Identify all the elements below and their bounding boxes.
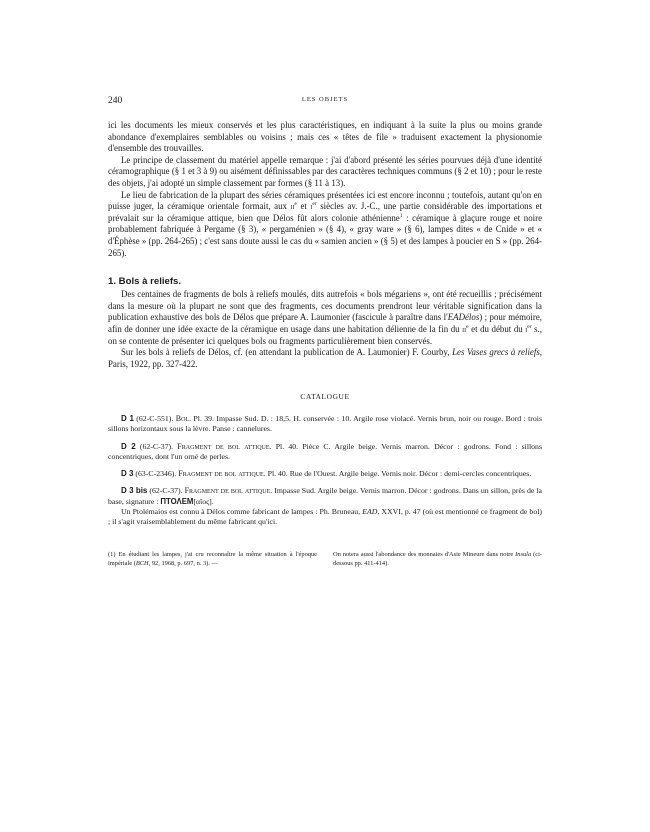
catalogue-entry: [108, 414, 542, 434]
text-span: et: [296, 201, 311, 212]
section-paragraph-2: [108, 347, 542, 370]
intro-paragraph-2: Le principe de classement du matériel appelle remarque : j'ai d'abord présenté les séries pourvues déjà d'une identité céramographique (§ 1 et 3 à 9) ou aisément définissables par des caractères techniques communs (§ 2 et 10) ; pour le reste des objets, j'ai adopté un simple classement par formes (§ 11 à 13).: [108, 154, 542, 188]
entry-kind: Fragment de bol attique: [177, 441, 270, 451]
entry-id: D 3: [121, 469, 134, 479]
entry-text: [108, 469, 542, 479]
entry-description: . Pl. 40. Rue de l'Ouest. Argile beige. Vernis noir. Décor : demi-cercles concentriques.: [263, 469, 532, 479]
text-span: s., on se contente de présenter ici quelques bols ou fragments particulièrement bien conservés.: [108, 323, 542, 346]
footnote-left: [108, 551, 317, 568]
italic-span: EAD: [362, 506, 378, 516]
entry-id: D 2: [121, 441, 136, 451]
superscript: er: [527, 323, 532, 330]
italic-span: Insula: [515, 551, 532, 559]
entry-description: . Impasse Sud. Argile beige. Vernis marron. Décor : godrons. Dans un sillon, près de la base, signature :: [108, 486, 542, 506]
page-header: [108, 96, 542, 110]
entry-text: [108, 414, 542, 434]
footnote-ref[interactable]: 1: [399, 212, 403, 219]
footnotes: [108, 551, 542, 568]
catalogue-entry: [108, 469, 542, 479]
entry-text: [108, 486, 542, 506]
catalogue-entry: [108, 486, 542, 527]
entry-kind: Fragment de bol attique: [184, 486, 271, 496]
century-numeral: ii: [290, 202, 295, 212]
entry-description: . Pl. 40. Pièce C. Argile beige. Vernis marron. Décor : godrons. Fond : sillons concentriques, dont l'un orné de perles.: [108, 441, 542, 461]
text-span: , 92, 1968, p. 697, n. 3). —: [148, 559, 218, 567]
entry-kind: Fragment de bol attique: [178, 469, 264, 479]
century-numeral: i: [525, 324, 528, 334]
entry-note: [108, 507, 542, 527]
entry-text: [108, 442, 542, 462]
entry-lead: (62-C-37).: [135, 441, 178, 451]
text-span: ) ; pour mémoire, afin de donner une idée exacte de la céramique en usage dans une habitation délienne de la fin du: [108, 312, 542, 334]
text-span: Un Ptolémaios est connu à Délos comme fabricant de lampes : Ph. Bruneau,: [121, 506, 363, 516]
century-numeral: ii: [462, 324, 467, 334]
entry-lead: (62-C-551).: [133, 414, 176, 424]
intro-paragraph-1: ici les documents les mieux conservés et les plus caractéristiques, en indiquant à la suite la plus ou moins grande abondance d'exemplaires semblables ou voisins ; mais ces « têtes de file » traduisent exactement la physionomie d'ensemble des trouvailles.: [108, 120, 542, 154]
superscript: e: [466, 323, 469, 330]
text-span: Sur les bols à reliefs de Délos, cf. (en attendant la publication de A. Laumonier) F. Courby,: [121, 347, 453, 358]
catalogue-title: CATALOGUE: [300, 392, 350, 402]
section-paragraph-1: [108, 289, 542, 347]
text-span: : céramique à glaçure rouge et noire probablement fabriquée à Pergame (§ 3), « pergaménien » (§ 4), « gray ware » (§ 6), lampes dites « de Cnide » et « d'Éphèse » (pp. 264-265) ; c'est sans doute aussi le cas du « samien ancien » (§ 5) et des lampes à poucier en S » (pp. 264-265).: [108, 212, 543, 258]
greek-restoration: [αῖος].: [193, 496, 214, 506]
entry-lead: (62-C-37).: [147, 486, 185, 496]
entry-description: . Pl. 39. Impasse Sud. D. : 18,5. H. conservée : 10. Argile rose violacé. Vernis brun, noir ou rouge. Bord : trois sillons horizontaux sous la lèvre. Panse : cannelures.: [108, 414, 543, 434]
italic-span: EADélos: [447, 312, 480, 323]
entry-id: D 3 bis: [121, 486, 148, 496]
text-span: Le lieu de fabrication de la plupart des séries céramiques présentées ici est encore inconnu ; toutefois, autant qu'on en puisse juger, la céramique orientale formait, aux: [108, 189, 542, 212]
text-span: , Paris, 1922, pp. 327-422.: [108, 347, 542, 369]
text-span: , XXVI, p. 47 (où est mentionné ce fragment de bol) ; il s'agit vraisemblablement du même fabricant qu'ici.: [108, 506, 542, 526]
text-span: et du début du: [468, 323, 526, 334]
catalogue-entry: [108, 442, 542, 462]
text-span: siècles av. J.-C., une partie considérable des importations et prévalait sur la céramique attique, bien que Délos fût alors colonie athénienne: [108, 201, 542, 223]
entry-id: D 1: [121, 414, 134, 424]
text-span: (1) En étudiant les lampes, j'ai cru reconnaître la même situation à l'époque impériale (: [108, 551, 317, 567]
superscript: er: [312, 201, 317, 208]
entry-kind: Bol: [175, 414, 190, 424]
text-span: (ci-dessous pp. 411-414).: [333, 551, 543, 567]
running-head: LES OBJETS: [301, 96, 349, 103]
entry-lead: (63-C-2346).: [133, 469, 179, 479]
text-span: Des centaines de fragments de bols à reliefs moulés, dits autrefois « bols mégariens », ont été recueillis ; précisément dans la mesure où la plupart ne sont que des fragments, ces documents prendront leur véritable signification dans la publication exhaustive des bols de Délos que prépare A. Laumonier (fascicule à paraître dans l': [108, 289, 542, 323]
page: [108, 96, 542, 568]
intro-paragraph-3: [108, 190, 542, 260]
footnote-right: [333, 551, 542, 568]
italic-span: BCH: [135, 559, 149, 567]
superscript: e: [294, 201, 297, 208]
section-title: 1. Bols à reliefs.: [108, 276, 182, 288]
century-numeral: i: [310, 202, 313, 212]
italic-span: Les Vases grecs à reliefs: [452, 347, 540, 358]
text-span: On notera aussi l'abondance des monnaies d'Asie Mineure dans notre: [333, 551, 516, 559]
greek-signature: ΠΤΟΛΕΜ: [160, 496, 194, 506]
page-number: 240: [108, 96, 123, 106]
